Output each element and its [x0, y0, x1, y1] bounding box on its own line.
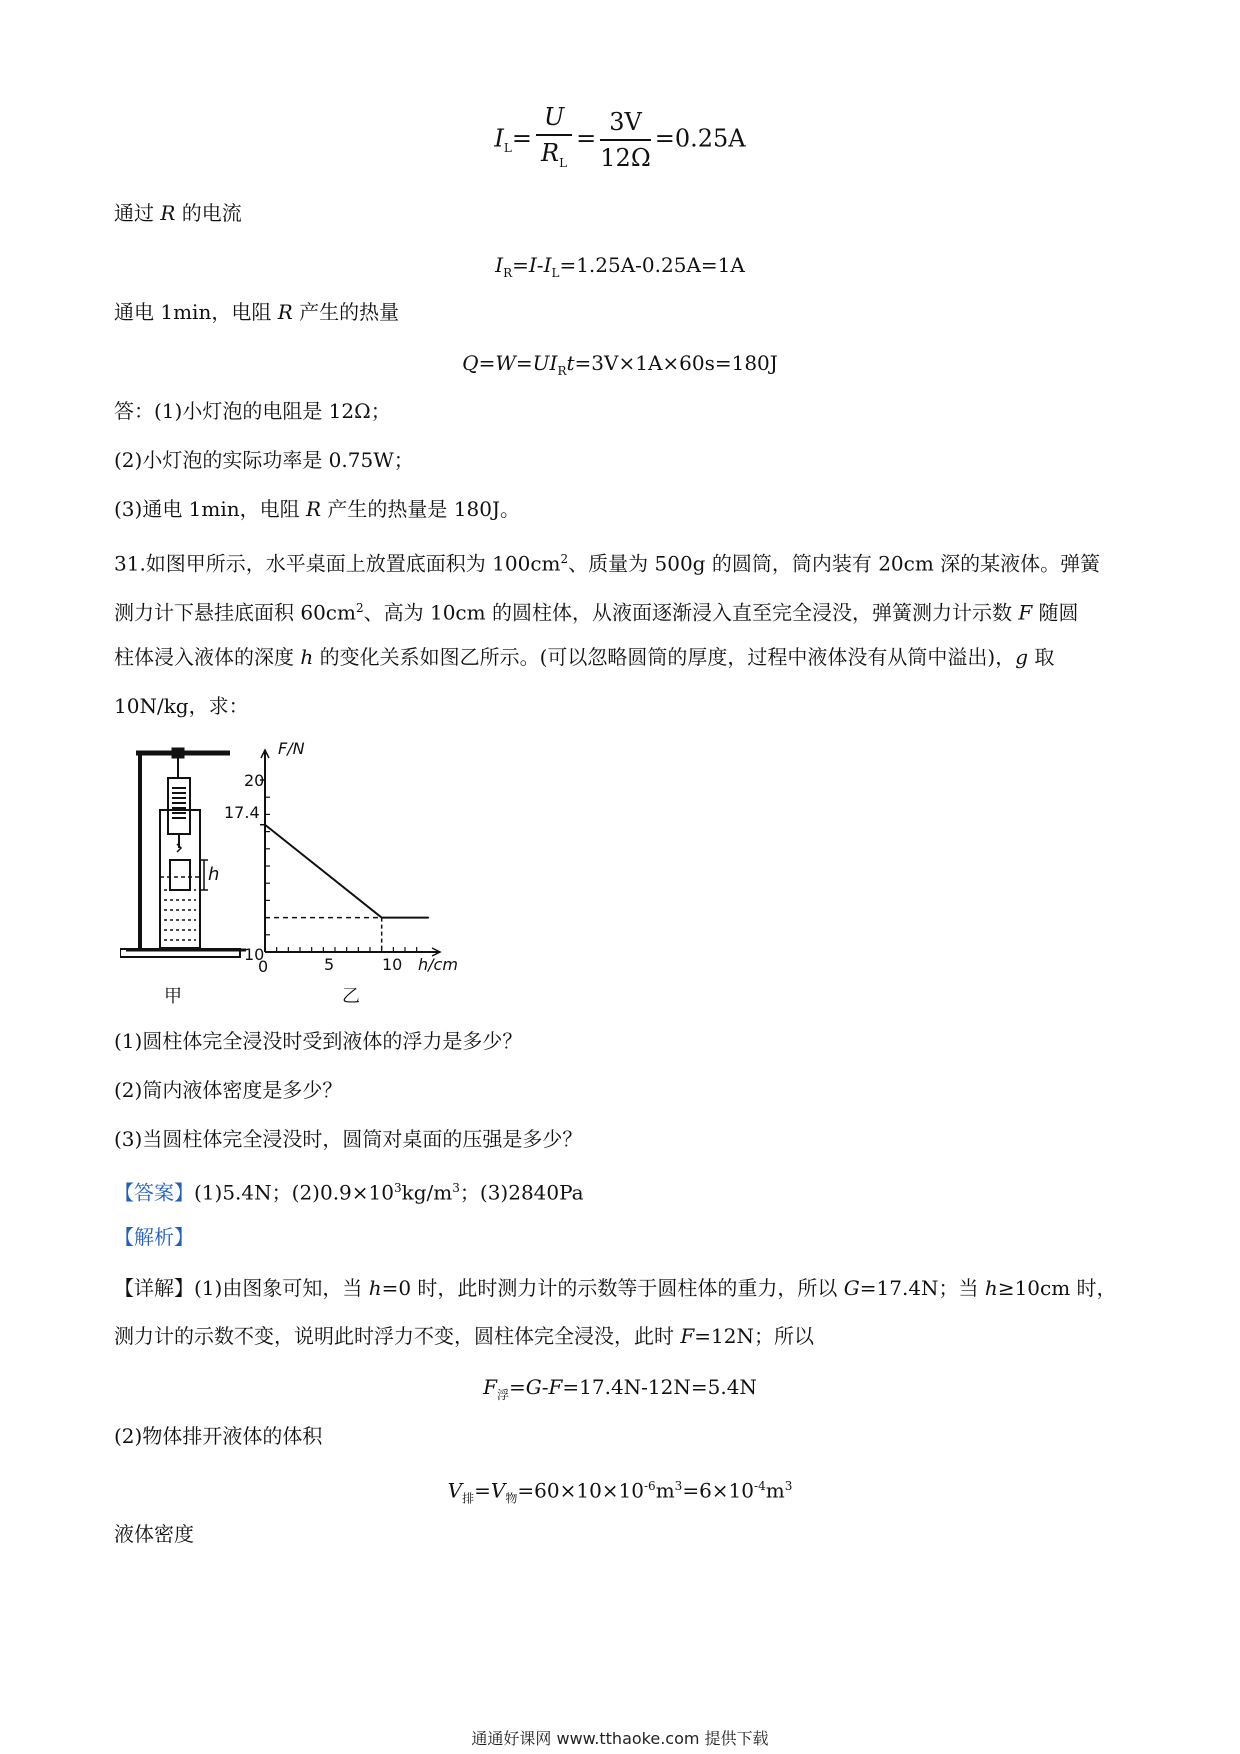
var: R [160, 201, 176, 225]
answer-line [114, 1173, 584, 1208]
label-jia: 甲 [164, 986, 182, 1007]
question-31-line-3 [114, 642, 1054, 672]
equation-heat [0, 348, 1240, 386]
sub-question-2: (2)筒内液体密度是多少？ [114, 1078, 343, 1102]
value: m [765, 1478, 785, 1503]
y-tick-label-20: 20 [244, 771, 265, 790]
var: h [984, 1276, 998, 1300]
sign: = [512, 253, 529, 277]
graph-f-vs-h [260, 750, 440, 956]
var: R [277, 300, 293, 324]
equation-volume [0, 1471, 1240, 1514]
sign: = [508, 1375, 526, 1399]
text-current-through-r [114, 198, 242, 228]
x-tick-label-0: 0 [258, 957, 269, 976]
text: 通过 [114, 201, 161, 225]
equation-current-lamp [0, 100, 1240, 183]
sup: 3 [784, 1479, 793, 1493]
question-31-line-2 [114, 593, 1079, 628]
text: 的变化关系如图乙所示。(可以忽略圆筒的厚度，过程中液体没有从筒中溢出)， [313, 645, 1016, 669]
sign: - [536, 253, 544, 277]
value: =17.4N-12N=5.4N [562, 1375, 757, 1399]
var: I [528, 253, 537, 277]
denominator-subscript: L [559, 155, 568, 170]
text: 、质量为 500g 的圆筒，筒内装有 20cm 深的某液体。弹簧 [568, 551, 1101, 576]
numerator-value: 3V [600, 105, 650, 141]
text: 测力计的示数不变，说明此时浮力不变，圆柱体完全浸没，此时 [114, 1324, 681, 1348]
sign: = [474, 1478, 491, 1503]
text: kg/m [401, 1180, 453, 1205]
sign: = [478, 351, 496, 375]
fraction-values [600, 105, 650, 175]
var: V [447, 1478, 463, 1503]
text: =0 时，此时测力计的示数等于圆柱体的重力，所以 [381, 1276, 844, 1300]
apparatus-diagram [120, 748, 246, 957]
text: 产生的热量 [292, 300, 400, 324]
sub: 浮 [496, 1388, 509, 1402]
sub: 排 [462, 1491, 475, 1506]
sub: 物 [505, 1491, 518, 1506]
var: t [566, 351, 575, 375]
sub: L [551, 266, 560, 280]
analysis-tag [114, 1222, 194, 1252]
data-point [264, 824, 266, 826]
var: F [483, 1375, 497, 1399]
text: (3)通电 1min，电阻 [114, 497, 307, 521]
answer-line-3 [114, 494, 520, 524]
value: m [655, 1478, 675, 1503]
detail-line-2 [114, 1321, 814, 1351]
text-displaced-volume: (2)物体排开液体的体积 [114, 1424, 323, 1448]
text: (1)5.4N；(2)0.9×10 [194, 1180, 394, 1205]
var: Q [462, 351, 479, 375]
text: ≥10cm 时， [997, 1276, 1117, 1300]
sub: R [557, 364, 567, 378]
label-yi: 乙 [342, 986, 360, 1007]
var: G [843, 1276, 860, 1300]
sup: 3 [393, 1181, 402, 1195]
var: G [525, 1375, 542, 1399]
y-tick-label-10: 10 [244, 945, 265, 964]
value: =3V×1A×60s=180J [574, 351, 778, 375]
value: =6×10 [682, 1478, 755, 1503]
eq-sign: = [511, 124, 532, 153]
var: F [548, 1375, 563, 1399]
var: R [306, 497, 322, 521]
sup: 2 [560, 552, 569, 566]
equation-current-r [0, 250, 1240, 288]
eq-symbol: I [494, 124, 504, 153]
var: I [495, 253, 504, 277]
text: 通电 1min，电阻 [114, 300, 278, 324]
eq-result: =0.25A [654, 124, 746, 153]
eq-subscript: L [503, 141, 512, 156]
y-tick-label-17-4: 17.4 [224, 803, 260, 822]
var: h [300, 645, 314, 669]
text: 柱体浸入液体的深度 [114, 645, 301, 669]
value: =1.25A-0.25A=1A [559, 253, 745, 277]
x-tick-label-5: 5 [324, 955, 335, 974]
sup: 3 [452, 1181, 460, 1195]
text: 随圆 [1032, 600, 1079, 625]
numerator: U [543, 103, 565, 131]
sub-question-1: (1)圆柱体完全浸没时受到液体的浮力是多少？ [114, 1029, 523, 1053]
eq-sign-2: = [576, 124, 597, 153]
var: V [490, 1478, 506, 1503]
fraction-u-over-r [536, 100, 572, 180]
var: UI [532, 351, 558, 375]
text-heat-produced [114, 297, 399, 327]
sub-question-3: (3)当圆柱体完全浸没时，圆筒对桌面的压强是多少？ [114, 1127, 583, 1151]
x-axis-label: h/cm [418, 955, 458, 974]
text: 取 [1028, 645, 1055, 669]
text: 31.如图甲所示，水平桌面上放置底面积为 100cm [114, 551, 561, 576]
footer-source: 通通好课网 www.tthaoke.com 提供下载 [471, 1729, 769, 1748]
figure-apparatus-and-graph [120, 740, 540, 1010]
answer-tag: 【答案】 [114, 1180, 194, 1205]
y-axis-label: F/N [278, 740, 305, 758]
denominator-value: 12Ω [600, 143, 651, 172]
text: 、高为 10cm 的圆柱体，从液面逐渐浸入直至完全浸没，弹簧测力计示数 [363, 600, 1019, 625]
text: 的电流 [175, 201, 242, 225]
sup: 2 [355, 601, 364, 615]
var: I [543, 253, 552, 277]
text: 测力计下悬挂底面积 60cm [114, 600, 356, 625]
denominator-symbol: R [541, 139, 560, 167]
var: F [680, 1324, 695, 1348]
sign: = [515, 351, 533, 375]
text-liquid-density: 液体密度 [114, 1522, 194, 1546]
question-31-line-1 [114, 544, 1100, 579]
data-point [428, 917, 430, 919]
detail-line-1 [114, 1273, 1117, 1303]
var: g [1015, 645, 1029, 669]
var: h [368, 1276, 382, 1300]
x-tick-label-10: 10 [382, 955, 403, 974]
text: (1)由图象可知，当 [194, 1276, 369, 1300]
h-label: h [208, 864, 220, 885]
var: W [495, 351, 516, 375]
text: =17.4N；当 [859, 1276, 985, 1300]
value: =60×10×10 [517, 1478, 644, 1503]
sup: -6 [644, 1479, 656, 1493]
text: =12N；所以 [694, 1324, 814, 1348]
text: 产生的热量是 180J。 [321, 497, 520, 521]
text: ；(3)2840Pa [459, 1180, 584, 1205]
detail-tag: 【详解】 [114, 1276, 194, 1300]
sign: - [541, 1375, 549, 1399]
analysis-label: 【解析】 [114, 1225, 194, 1249]
answer-line-2: (2)小灯泡的实际功率是 0.75W； [114, 448, 414, 472]
answer-line-1: 答：(1)小灯泡的电阻是 12Ω； [114, 399, 391, 423]
sup: -4 [754, 1479, 766, 1493]
var: F [1018, 600, 1033, 625]
series-line-f [265, 825, 428, 918]
equation-buoyancy [0, 1372, 1240, 1410]
sup: 3 [674, 1479, 683, 1493]
question-31-line-4: 10N/kg，求： [114, 694, 249, 718]
sub: R [503, 266, 513, 280]
